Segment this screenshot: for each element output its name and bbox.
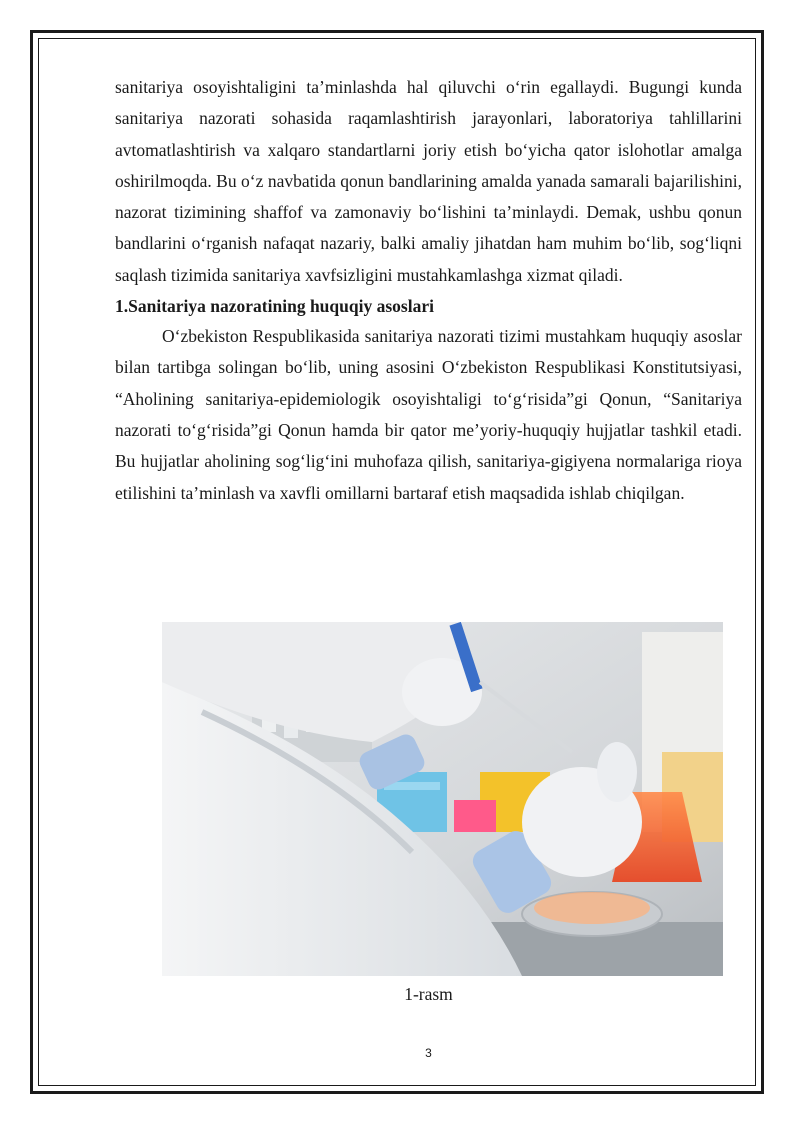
- section-heading: 1.Sanitariya nazoratining huquqiy asoslari: [115, 296, 434, 317]
- paragraph-continuation: sanitariya osoyishtaligini ta’minlashda hal qiluvchi o‘rin egallaydi. Bugungi kunda sanitariya nazorati sohasida raqamlashtirish jarayonlari, laboratoriya tahlillarini avtomatlashtirish va xalqaro standartlarni joriy etish bo‘yicha qator islohotlar amalga oshirilmoqda. Bu o‘z navbatida qonun bandlarining amalda yanada samarali bajarilishini, nazorat tizimining shaffof va zamonaviy bo‘lishini ta’minlaydi. Demak, ushbu qonun bandlarini o‘rganish nafaqat nazariy, balki amaliy jihatdan ham muhim bo‘lib, sog‘liqni saqlash tizimida sanitariya xavfsizligini mustahkamlashga xizmat qiladi.: [115, 77, 742, 285]
- paragraph-legal-basis: O‘zbekiston Respublikasida sanitariya nazorati tizimi mustahkam huquqiy asoslar bilan tartibga solingan bo‘lib, uning asosini O‘zbekiston Respublikasi Konstitutsiyasi, “Aholining sanitariya-epidemiologik osoyishtaligi to‘g‘risida”gi Qonun, “Sanitariya nazorati to‘g‘risida”gi Qonun hamda bir qator me’yoriy-huquqiy hujjatlar tashkil etadi. Bu hujjatlar aholining sog‘lig‘ini muhofaza qilish, sanitariya-gigiyena normalariga rioya etilishini ta’minlash va xavfli omillarni bartaraf etish maqsadida ishlab chiqilgan.: [115, 326, 742, 503]
- figure-caption: 1-rasm: [404, 984, 453, 1004]
- page-number: 3: [425, 1046, 432, 1060]
- document-body: [115, 72, 742, 509]
- laboratory-photo: [162, 622, 723, 976]
